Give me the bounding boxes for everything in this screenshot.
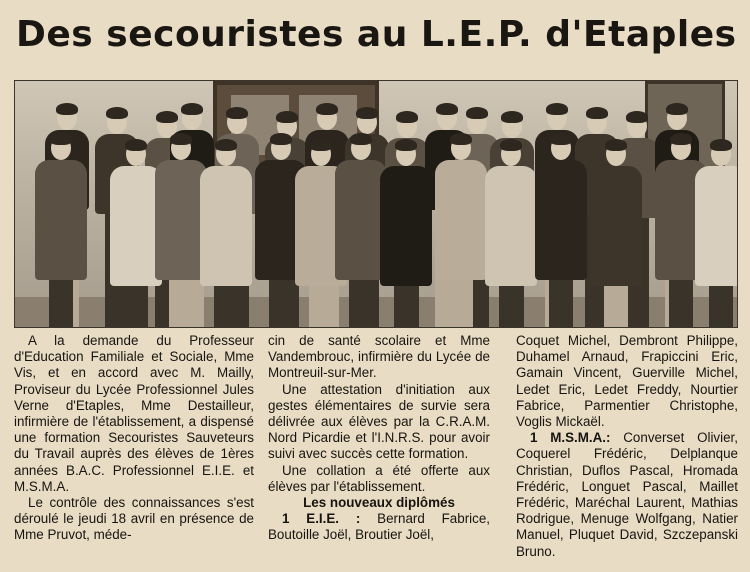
graduates-subhead: Les nouveaux diplômés (303, 495, 455, 511)
article-column-2 (268, 333, 490, 544)
certificate-paragraph: Une attestation d'initiation aux gestes élémentaires de survie sera délivrée aux élèves par la C.R.A.M. Nord Picardie et l'I.N.R.S. pour avoir suivi avec succès cette formation. (268, 381, 490, 462)
eie-label: 1 E.I.E. : (282, 511, 361, 527)
article-column-1 (14, 333, 254, 544)
intro-paragraph: A la demande du Professeur d'Education Familiale et Sociale, Mme Vis, et en accord avec M. Mailly, Proviseur du Lycée Professionnel Jules Verne d'Etaples, Mme Destailleur, infirmière de l'établissement, a dispensé une formation Secouristes Sauveteurs du Travail auprès des élèves de 1ères années B.A.C. Professionnel E.I.E. et M.S.M.A. (14, 333, 254, 494)
msma-names: Converset Olivier, Coquerel Frédéric, Delplanque Christian, Duflos Pascal, Hromada Frédéric, Longuet Pascal, Maillet Frédéric, Maréchal Laurent, Mathias Rodrigue, Menuge Wolfgang, Natier Manuel, Pluquet David, Szczepanski Bruno. (516, 430, 738, 559)
article-headline: Des secouristes au L.E.P. d'Etaples (16, 14, 737, 55)
exam-paragraph: Le contrôle des connaissances s'est déroulé le jeudi 18 avril en présence de Mme Pruvot, méde- (14, 495, 254, 543)
eie-names: Bernard Fabrice, Boutoille Joël, Broutier Joël, (268, 511, 490, 543)
msma-list (516, 430, 738, 560)
msma-label: 1 M.S.M.A.: (530, 430, 611, 446)
eie-list (268, 511, 490, 543)
continued-paragraph: cin de santé scolaire et Mme Vandembrouc, infirmière du Lycée de Montreuil-sur-Mer. (268, 333, 490, 381)
group-photo (14, 80, 738, 328)
article-column-3 (516, 333, 738, 560)
snack-paragraph: Une collation a été offerte aux élèves par l'établissement. (268, 462, 490, 494)
eie-names-continued: Coquet Michel, Dembront Philippe, Duhamel Arnaud, Frapiccini Eric, Gamain Vincent, Guerville Michel, Ledet Eric, Ledet Freddy, Nourtier Fabrice, Parmentier Christophe, Voglis Mickaël. (516, 333, 738, 430)
